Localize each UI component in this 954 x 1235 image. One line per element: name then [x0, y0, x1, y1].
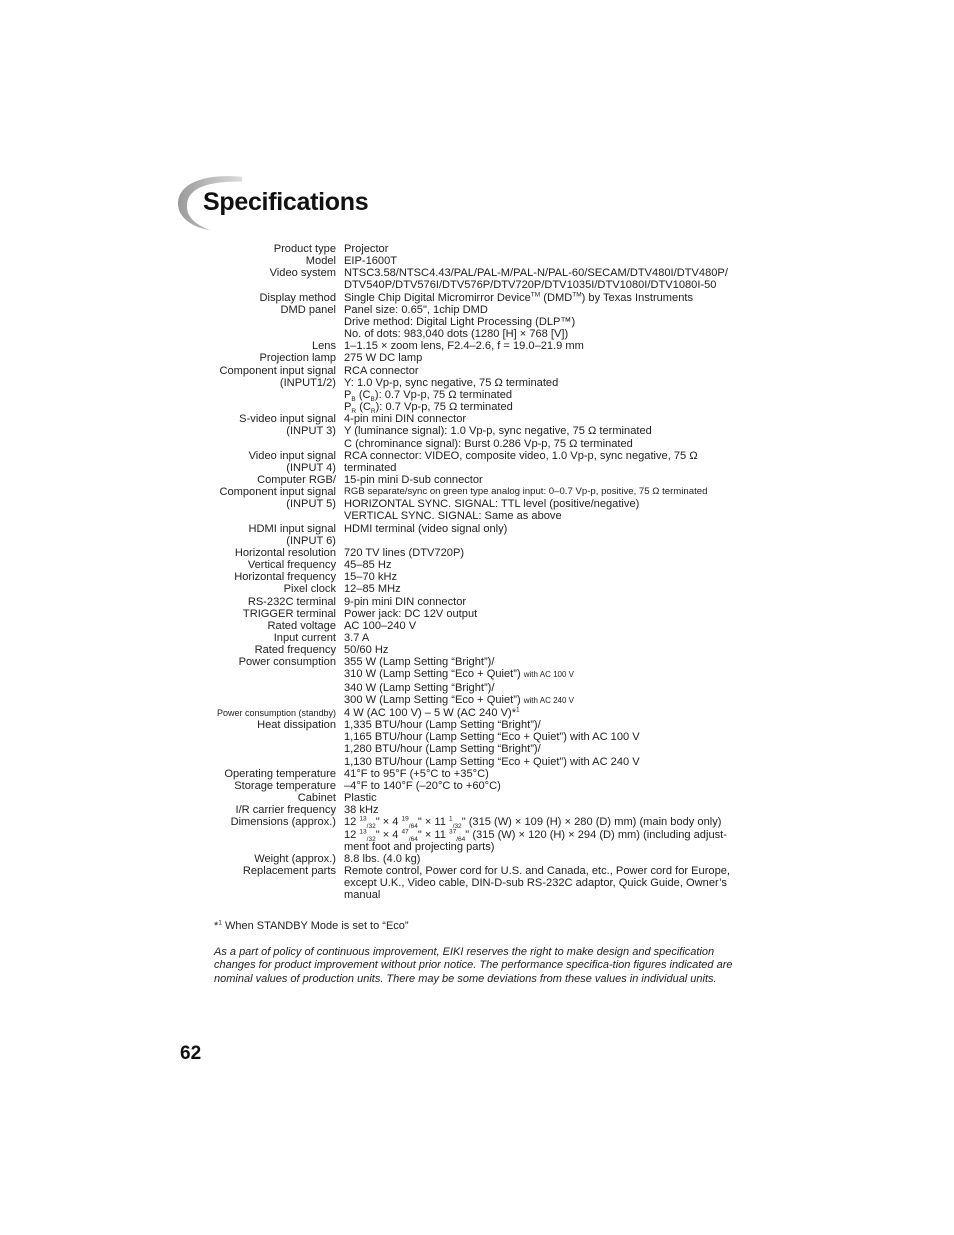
text: (DMD — [540, 291, 573, 304]
spec-row-video-input — [190, 450, 770, 474]
spec-value: 8.8 lbs. (4.0 kg) — [344, 852, 421, 865]
spec-label: Weight (approx.) — [254, 852, 336, 865]
spec-row-power-standby — [190, 707, 770, 719]
spec-value: 3.7 A — [344, 632, 370, 644]
spec-row-dmd-panel — [190, 304, 770, 340]
spec-value: manual — [344, 889, 381, 902]
spec-label: Cabinet — [297, 792, 336, 805]
page-number: 62 — [180, 1043, 202, 1064]
text: " × 4 — [375, 828, 402, 841]
text: (C — [356, 401, 371, 414]
spec-label: RS-232C terminal — [247, 595, 336, 608]
spec-value: 1,130 BTU/hour (Lamp Setting “Eco + Quiet”) with AC 240 V — [344, 755, 640, 768]
spec-value: 275 W DC lamp — [344, 352, 423, 365]
spec-value: except U.K., Video cable, DIN-D-sub RS-232C adaptor, Quick Guide, Owner’s — [344, 877, 727, 890]
spec-value — [344, 668, 770, 681]
text: 12 — [344, 828, 360, 841]
spec-row-model — [190, 255, 770, 267]
fraction-numerator: 13 — [359, 827, 367, 835]
spec-label: Computer RGB/ — [257, 473, 336, 486]
text: " × 11 — [417, 828, 450, 841]
spec-value: DTV540P/DTV576I/DTV576P/DTV720P/DTV1035I/DTV1080I/DTV1080I-50 — [344, 279, 717, 292]
spec-value — [344, 707, 770, 719]
spec-row-projection-lamp — [190, 352, 770, 364]
spec-row-vertical-frequency — [190, 559, 770, 571]
spec-label: HDMI input signal — [248, 522, 336, 535]
spec-row-lens — [190, 340, 770, 352]
spec-value: 9-pin mini DIN connector — [344, 595, 467, 608]
spec-row-computer-rgb — [190, 474, 770, 523]
spec-row-replacement-parts — [190, 865, 770, 901]
text: 300 W (Lamp Setting “Eco + Quiet”) — [344, 693, 524, 706]
spec-value: 1–1.15 × zoom lens, F2.4–2.6, f = 19.0–21.9 mm — [344, 340, 584, 353]
spec-value: No. of dots: 983,040 dots (1280 [H] × 768 [V]) — [344, 328, 569, 341]
spec-label: Heat dissipation — [257, 719, 336, 732]
text: P — [344, 388, 352, 401]
spec-value: 45–85 Hz — [344, 559, 392, 572]
spec-value: 12–85 MHz — [344, 583, 401, 596]
spec-value: 38 kHz — [344, 804, 379, 817]
specifications-table — [190, 243, 770, 901]
spec-value: Y (luminance signal): 1.0 Vp-p, sync negative, 75 Ω terminated — [344, 425, 652, 438]
spec-value: VERTICAL SYNC. SIGNAL: Same as above — [344, 510, 562, 523]
spec-value: 4-pin mini DIN connector — [344, 413, 467, 426]
spec-value: ment foot and projecting parts) — [344, 840, 495, 853]
spec-label: Rated frequency — [254, 644, 336, 657]
fraction-denominator: /64 — [456, 835, 466, 843]
spec-label: Display method — [259, 291, 336, 304]
text: ) by Texas Instruments — [581, 291, 694, 304]
subscript: R — [351, 408, 357, 416]
footnote-number: 1 — [218, 919, 222, 927]
spec-label: Product type — [273, 243, 336, 255]
spec-value: RCA connector — [344, 364, 419, 377]
spec-value: 15–70 kHz — [344, 571, 398, 584]
spec-row-component-input — [190, 365, 770, 414]
page-title: Specifications — [203, 188, 369, 216]
spec-label: Model — [305, 255, 336, 268]
spec-value: 1,165 BTU/hour (Lamp Setting “Eco + Quiet”) with AC 100 V — [344, 731, 640, 744]
text: Single Chip Digital Micromirror Device — [344, 291, 531, 304]
spec-label: Lens — [311, 340, 336, 353]
spec-label: Component input signal — [219, 364, 336, 377]
spec-label: Rated voltage — [267, 619, 336, 632]
disclaimer-paragraph: As a part of policy of continuous improvement, EIKI reserves the right to make design and specification changes for product improvement without prior notice. The performance specifica-tion figures indicated are nominal values of production units. There may be some deviations from these values in individual units. — [214, 946, 733, 985]
spec-row-rated-voltage — [190, 620, 770, 632]
fraction-denominator: /64 — [408, 823, 418, 831]
spec-label: Replacement parts — [242, 864, 336, 877]
spec-row-product-type — [190, 243, 770, 255]
spec-value — [344, 292, 770, 304]
spec-row-cabinet — [190, 792, 770, 804]
footnote-text: When STANDBY Mode is set to “Eco” — [221, 920, 409, 932]
spec-row-power-consumption — [190, 656, 770, 707]
spec-value: C (chrominance signal): Burst 0.286 Vp-p, 75 Ω terminated — [344, 437, 633, 450]
spec-value: 355 W (Lamp Setting “Bright”)/ — [344, 656, 495, 669]
spec-label: Power consumption — [238, 656, 336, 669]
spec-value: EIP-1600T — [344, 255, 398, 268]
spec-value: HORIZONTAL SYNC. SIGNAL: TTL level (positive/negative) — [344, 498, 640, 511]
spec-row-dimensions — [190, 816, 770, 852]
spec-label: TRIGGER terminal — [242, 607, 336, 620]
spec-row-pixel-clock — [190, 583, 770, 595]
text: (C — [355, 388, 371, 401]
spec-value: 1,280 BTU/hour (Lamp Setting “Bright”)/ — [344, 743, 541, 756]
trademark-mark: TM — [572, 290, 582, 298]
fraction-denominator: /32 — [452, 823, 462, 831]
text: 12 — [344, 816, 360, 829]
text: ): 0.7 Vp-p, 75 Ω terminated — [375, 401, 513, 414]
text: P — [344, 401, 352, 414]
spec-row-video-system — [190, 267, 770, 291]
spec-value: Drive method: Digital Light Processing (DLP™) — [344, 315, 576, 328]
spec-label: (INPUT 5) — [286, 498, 336, 511]
spec-value — [344, 388, 770, 404]
spec-value: Projector — [344, 243, 389, 255]
spec-value: Plastic — [344, 792, 377, 805]
spec-value: 1,335 BTU/hour (Lamp Setting “Bright”)/ — [344, 719, 541, 732]
spec-value: terminated — [344, 461, 397, 474]
fraction-denominator: /64 — [408, 835, 418, 843]
spec-label: Video input signal — [248, 449, 336, 462]
spec-row-trigger — [190, 608, 770, 620]
spec-row-input-current — [190, 632, 770, 644]
text: " × 11 — [417, 816, 450, 829]
spec-value: AC 100–240 V — [344, 619, 417, 632]
text: with AC 240 V — [523, 695, 574, 705]
spec-label: Operating temperature — [224, 767, 336, 780]
spec-label: (INPUT 3) — [286, 425, 336, 438]
footnote-asterisk: * — [214, 920, 219, 932]
spec-label: S-video input signal — [239, 413, 336, 426]
spec-row-hdmi-input — [190, 523, 770, 547]
fraction-numerator: 47 — [401, 827, 409, 835]
fraction-numerator: 19 — [401, 815, 409, 823]
subscript: R — [370, 408, 376, 416]
subscript: B — [351, 396, 356, 404]
spec-value — [344, 829, 770, 841]
spec-value: 720 TV lines (DTV720P) — [344, 546, 465, 559]
spec-value: Panel size: 0.65", 1chip DMD — [344, 303, 488, 316]
spec-row-operating-temperature — [190, 768, 770, 780]
spec-label: DMD panel — [280, 303, 336, 316]
trademark-mark: TM — [530, 290, 541, 298]
spec-label: Power consumption (standby) — [216, 707, 336, 718]
spec-value: HDMI terminal (video signal only) — [344, 522, 508, 535]
spec-value: 41°F to 95°F (+5°C to +35°C) — [344, 767, 489, 780]
spec-label: Video system — [269, 267, 336, 280]
spec-row-rs232c — [190, 596, 770, 608]
footnote-marker: 1 — [516, 706, 520, 714]
spec-value: Power jack: DC 12V output — [344, 607, 478, 620]
spec-value: Remote control, Power cord for U.S. and Canada, etc., Power cord for Europe, — [344, 864, 731, 877]
spec-row-weight — [190, 853, 770, 865]
spec-label: Horizontal resolution — [234, 546, 336, 559]
spec-value: 340 W (Lamp Setting “Bright”)/ — [344, 681, 495, 694]
spec-label: (INPUT1/2) — [279, 376, 336, 389]
fraction-numerator: 37 — [449, 827, 457, 835]
spec-value: RCA connector: VIDEO, composite video, 1.0 Vp-p, sync negative, 75 Ω — [344, 449, 698, 462]
spec-value — [344, 401, 770, 416]
text: ): 0.7 Vp-p, 75 Ω terminated — [374, 388, 513, 401]
spec-row-rated-frequency — [190, 644, 770, 656]
spec-value: –4°F to 140°F (–20°C to +60°C) — [344, 779, 501, 792]
spec-row-horizontal-resolution — [190, 547, 770, 559]
spec-value: 50/60 Hz — [344, 644, 389, 657]
text: 4 W (AC 100 V) – 5 W (AC 240 V)* — [344, 706, 517, 719]
text: " × 4 — [375, 816, 402, 829]
spec-label: Horizontal frequency — [234, 571, 336, 584]
spec-label: Projection lamp — [259, 352, 336, 365]
spec-value — [344, 694, 770, 707]
spec-value: 15-pin mini D-sub connector — [344, 473, 483, 486]
spec-row-display-method — [190, 292, 770, 304]
subscript: B — [370, 396, 375, 404]
fraction-denominator: /32 — [366, 835, 376, 843]
spec-value: RGB separate/sync on green type analog input: 0–0.7 Vp-p, positive, 75 Ω terminated — [344, 486, 708, 498]
spec-label: Storage temperature — [234, 779, 336, 792]
spec-label: I/R carrier frequency — [235, 804, 336, 817]
spec-row-horizontal-frequency — [190, 571, 770, 583]
text: " (315 (W) × 109 (H) × 280 (D) mm) (main body only) — [461, 816, 722, 829]
fraction-numerator: 13 — [359, 815, 367, 823]
spec-label: Pixel clock — [283, 583, 336, 596]
text: with AC 100 V — [523, 670, 574, 680]
spec-label: Input current — [273, 632, 336, 644]
spec-label: Vertical frequency — [247, 559, 336, 572]
spec-label: Dimensions (approx.) — [230, 816, 336, 829]
spec-value: Y: 1.0 Vp-p, sync negative, 75 Ω terminated — [344, 376, 559, 389]
spec-row-heat-dissipation — [190, 719, 770, 768]
spec-row-storage-temperature — [190, 780, 770, 792]
spec-label: (INPUT 6) — [286, 534, 336, 547]
spec-row-svideo-input — [190, 413, 770, 449]
spec-label: Component input signal — [219, 486, 336, 499]
text: 310 W (Lamp Setting “Eco + Quiet”) — [344, 668, 524, 681]
spec-value: NTSC3.58/NTSC4.43/PAL/PAL-M/PAL-N/PAL-60/SECAM/DTV480I/DTV480P/ — [344, 267, 728, 280]
spec-row-ir-carrier — [190, 804, 770, 816]
text: " (315 (W) × 120 (H) × 294 (D) mm) (including adjust- — [465, 828, 727, 841]
fraction-numerator: 1 — [449, 815, 453, 823]
footnote — [214, 920, 409, 932]
spec-label: (INPUT 4) — [286, 461, 336, 474]
fraction-denominator: /32 — [366, 823, 376, 831]
